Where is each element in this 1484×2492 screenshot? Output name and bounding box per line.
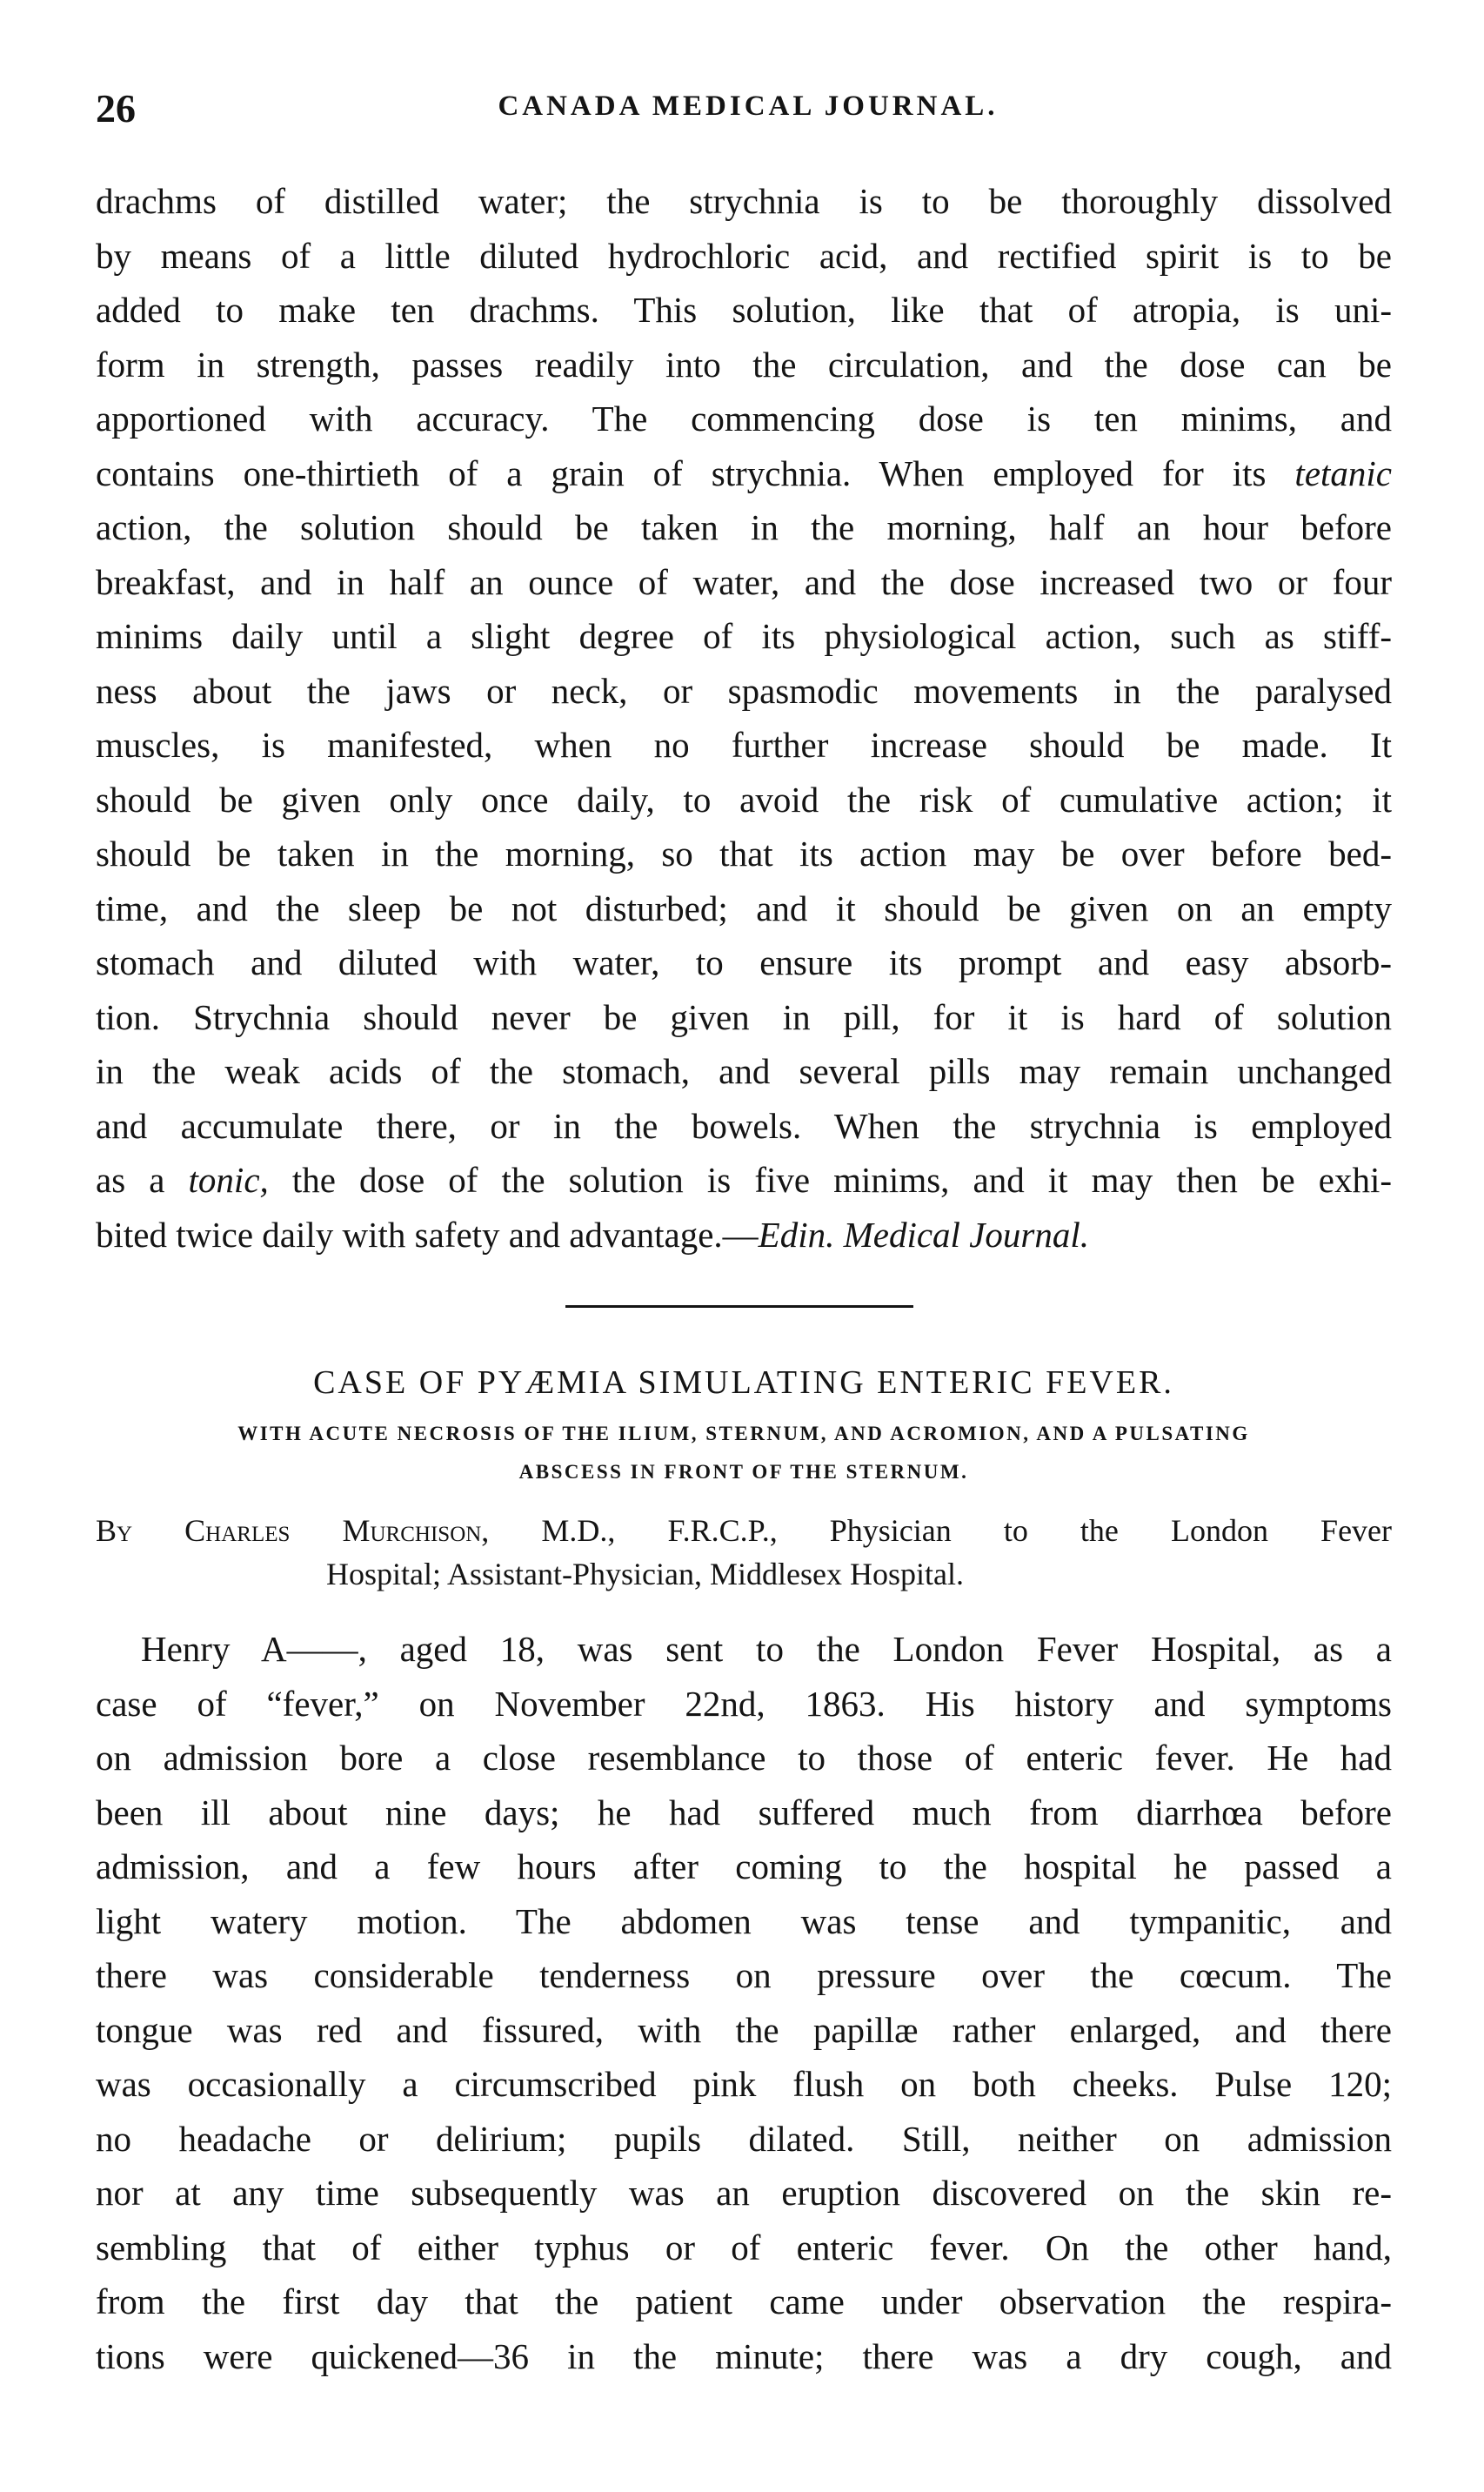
- page-body: [96, 174, 1392, 2383]
- byline-line: [96, 1509, 1392, 1552]
- text-line: case of “fever,” on November 22nd, 1863. His history and symptoms: [96, 1683, 1392, 1724]
- text-line: time, and the sleep be not disturbed; and it should be given on an empty: [96, 888, 1392, 928]
- text-line: and accumulate there, or in the bowels. When the strychnia is employed: [96, 1105, 1392, 1146]
- text-line: stomach and diluted with water, to ensure its prompt and easy absorb-: [96, 942, 1392, 982]
- section-divider: [96, 1262, 1392, 1324]
- text-line: from the first day that the patient came under observation the respira-: [96, 2281, 1392, 2321]
- page-header: [96, 85, 1400, 137]
- text-line: light watery motion. The abdomen was tense and tympanitic, and: [96, 1900, 1392, 1941]
- article-subtitle: [96, 1415, 1392, 1491]
- byline-by: By: [96, 1513, 133, 1548]
- text-line: been ill about nine days; he had suffered much from diarrhœa before: [96, 1792, 1392, 1832]
- text-line: Henry A——, aged 18, was sent to the London Fever Hospital, as a: [141, 1629, 1392, 1669]
- text-line: form in strength, passes readily into the circulation, and the dose can be: [96, 344, 1392, 385]
- text-line: there was considerable tenderness on pressure over the cœcum. The: [96, 1955, 1392, 1995]
- text-line: sembling that of either typhus or of enteric fever. On the other hand,: [96, 2227, 1392, 2268]
- text-line: ness about the jaws or neck, or spasmodic movements in the paralysed: [96, 670, 1392, 711]
- page-number: 26: [96, 86, 136, 131]
- text-line: apportioned with accuracy. The commencing dose is ten minims, and: [96, 399, 1392, 439]
- byline: [96, 1509, 1392, 1596]
- article-title: CASE OF PYÆMIA SIMULATING ENTERIC FEVER.: [313, 1364, 1174, 1401]
- author-name: Charles Murchison,: [184, 1513, 490, 1548]
- running-head: CANADA MEDICAL JOURNAL.: [498, 90, 999, 122]
- text-line: [96, 446, 1392, 501]
- text-line: tion. Strychnia should never be given in pill, for it is hard of solution: [96, 996, 1392, 1037]
- text-line: by means of a little diluted hydrochloric acid, and rectified spirit is to be: [96, 235, 1392, 276]
- text-line: nor at any time subsequently was an eruption discovered on the skin re-: [96, 2173, 1392, 2213]
- text-line: muscles, is manifested, when no further increase should be made. It: [96, 725, 1392, 765]
- text-line: drachms of distilled water; the strychnia is to be thoroughly dissolved: [96, 181, 1392, 221]
- text-line: tongue was red and fissured, with the papillæ rather enlarged, and there: [96, 2009, 1392, 2050]
- text-line: [96, 1208, 1392, 1263]
- text-line: minims daily until a slight degree of its physiological action, such as stiff-: [96, 616, 1392, 656]
- text-line: was occasionally a circumscribed pink flush on both cheeks. Pulse 120;: [96, 2064, 1392, 2104]
- text-line: no headache or delirium; pupils dilated. Still, neither on admission: [96, 2118, 1392, 2159]
- text-line: action, the solution should be taken in the morning, half an hour before: [96, 507, 1392, 547]
- text-run: as a: [96, 1160, 165, 1200]
- text-line: should be taken in the morning, so that its action may be over before bed-: [96, 834, 1392, 874]
- subtitle-line: ABSCESS IN FRONT OF THE STERNUM.: [518, 1461, 969, 1483]
- italic-term: tetanic: [1294, 452, 1392, 493]
- continuation-text: [96, 174, 1392, 1262]
- italic-term: tonic,: [188, 1160, 269, 1200]
- text-line: should be given only once daily, to avoid the risk of cumulative action; it: [96, 779, 1392, 820]
- article-body: [96, 1622, 1392, 2383]
- text-run: the dose of the solution is five minims, and it may then be exhi-: [291, 1160, 1393, 1200]
- text-line: [96, 1153, 1392, 1208]
- text-run: bited twice daily with safety and advantage.—: [96, 1214, 759, 1255]
- text-line: added to make ten drachms. This solution, like that of atropia, is uni-: [96, 290, 1392, 330]
- source-citation: Edin. Medical Journal.: [758, 1214, 1089, 1255]
- author-credentials: M.D., F.R.C.P., Physician to the London Fever: [541, 1513, 1393, 1548]
- text-line: admission, and a few hours after coming to the hospital he passed a: [96, 1846, 1392, 1886]
- subtitle-line: WITH ACUTE NECROSIS OF THE ILIUM, STERNUM, AND ACROMION, AND A PULSATING: [237, 1423, 1250, 1444]
- byline-line: Hospital; Assistant-Physician, Middlesex Hospital.: [326, 1557, 964, 1591]
- text-line: tions were quickened—36 in the minute; there was a dry cough, and: [96, 2335, 1392, 2376]
- text-line: in the weak acids of the stomach, and several pills may remain unchanged: [96, 1051, 1392, 1091]
- text-line: breakfast, and in half an ounce of water, and the dose increased two or four: [96, 561, 1392, 602]
- text-line: on admission bore a close resemblance to those of enteric fever. He had: [96, 1738, 1392, 1778]
- text-run: contains one-thirtieth of a grain of strychnia. When employed for its: [96, 452, 1267, 493]
